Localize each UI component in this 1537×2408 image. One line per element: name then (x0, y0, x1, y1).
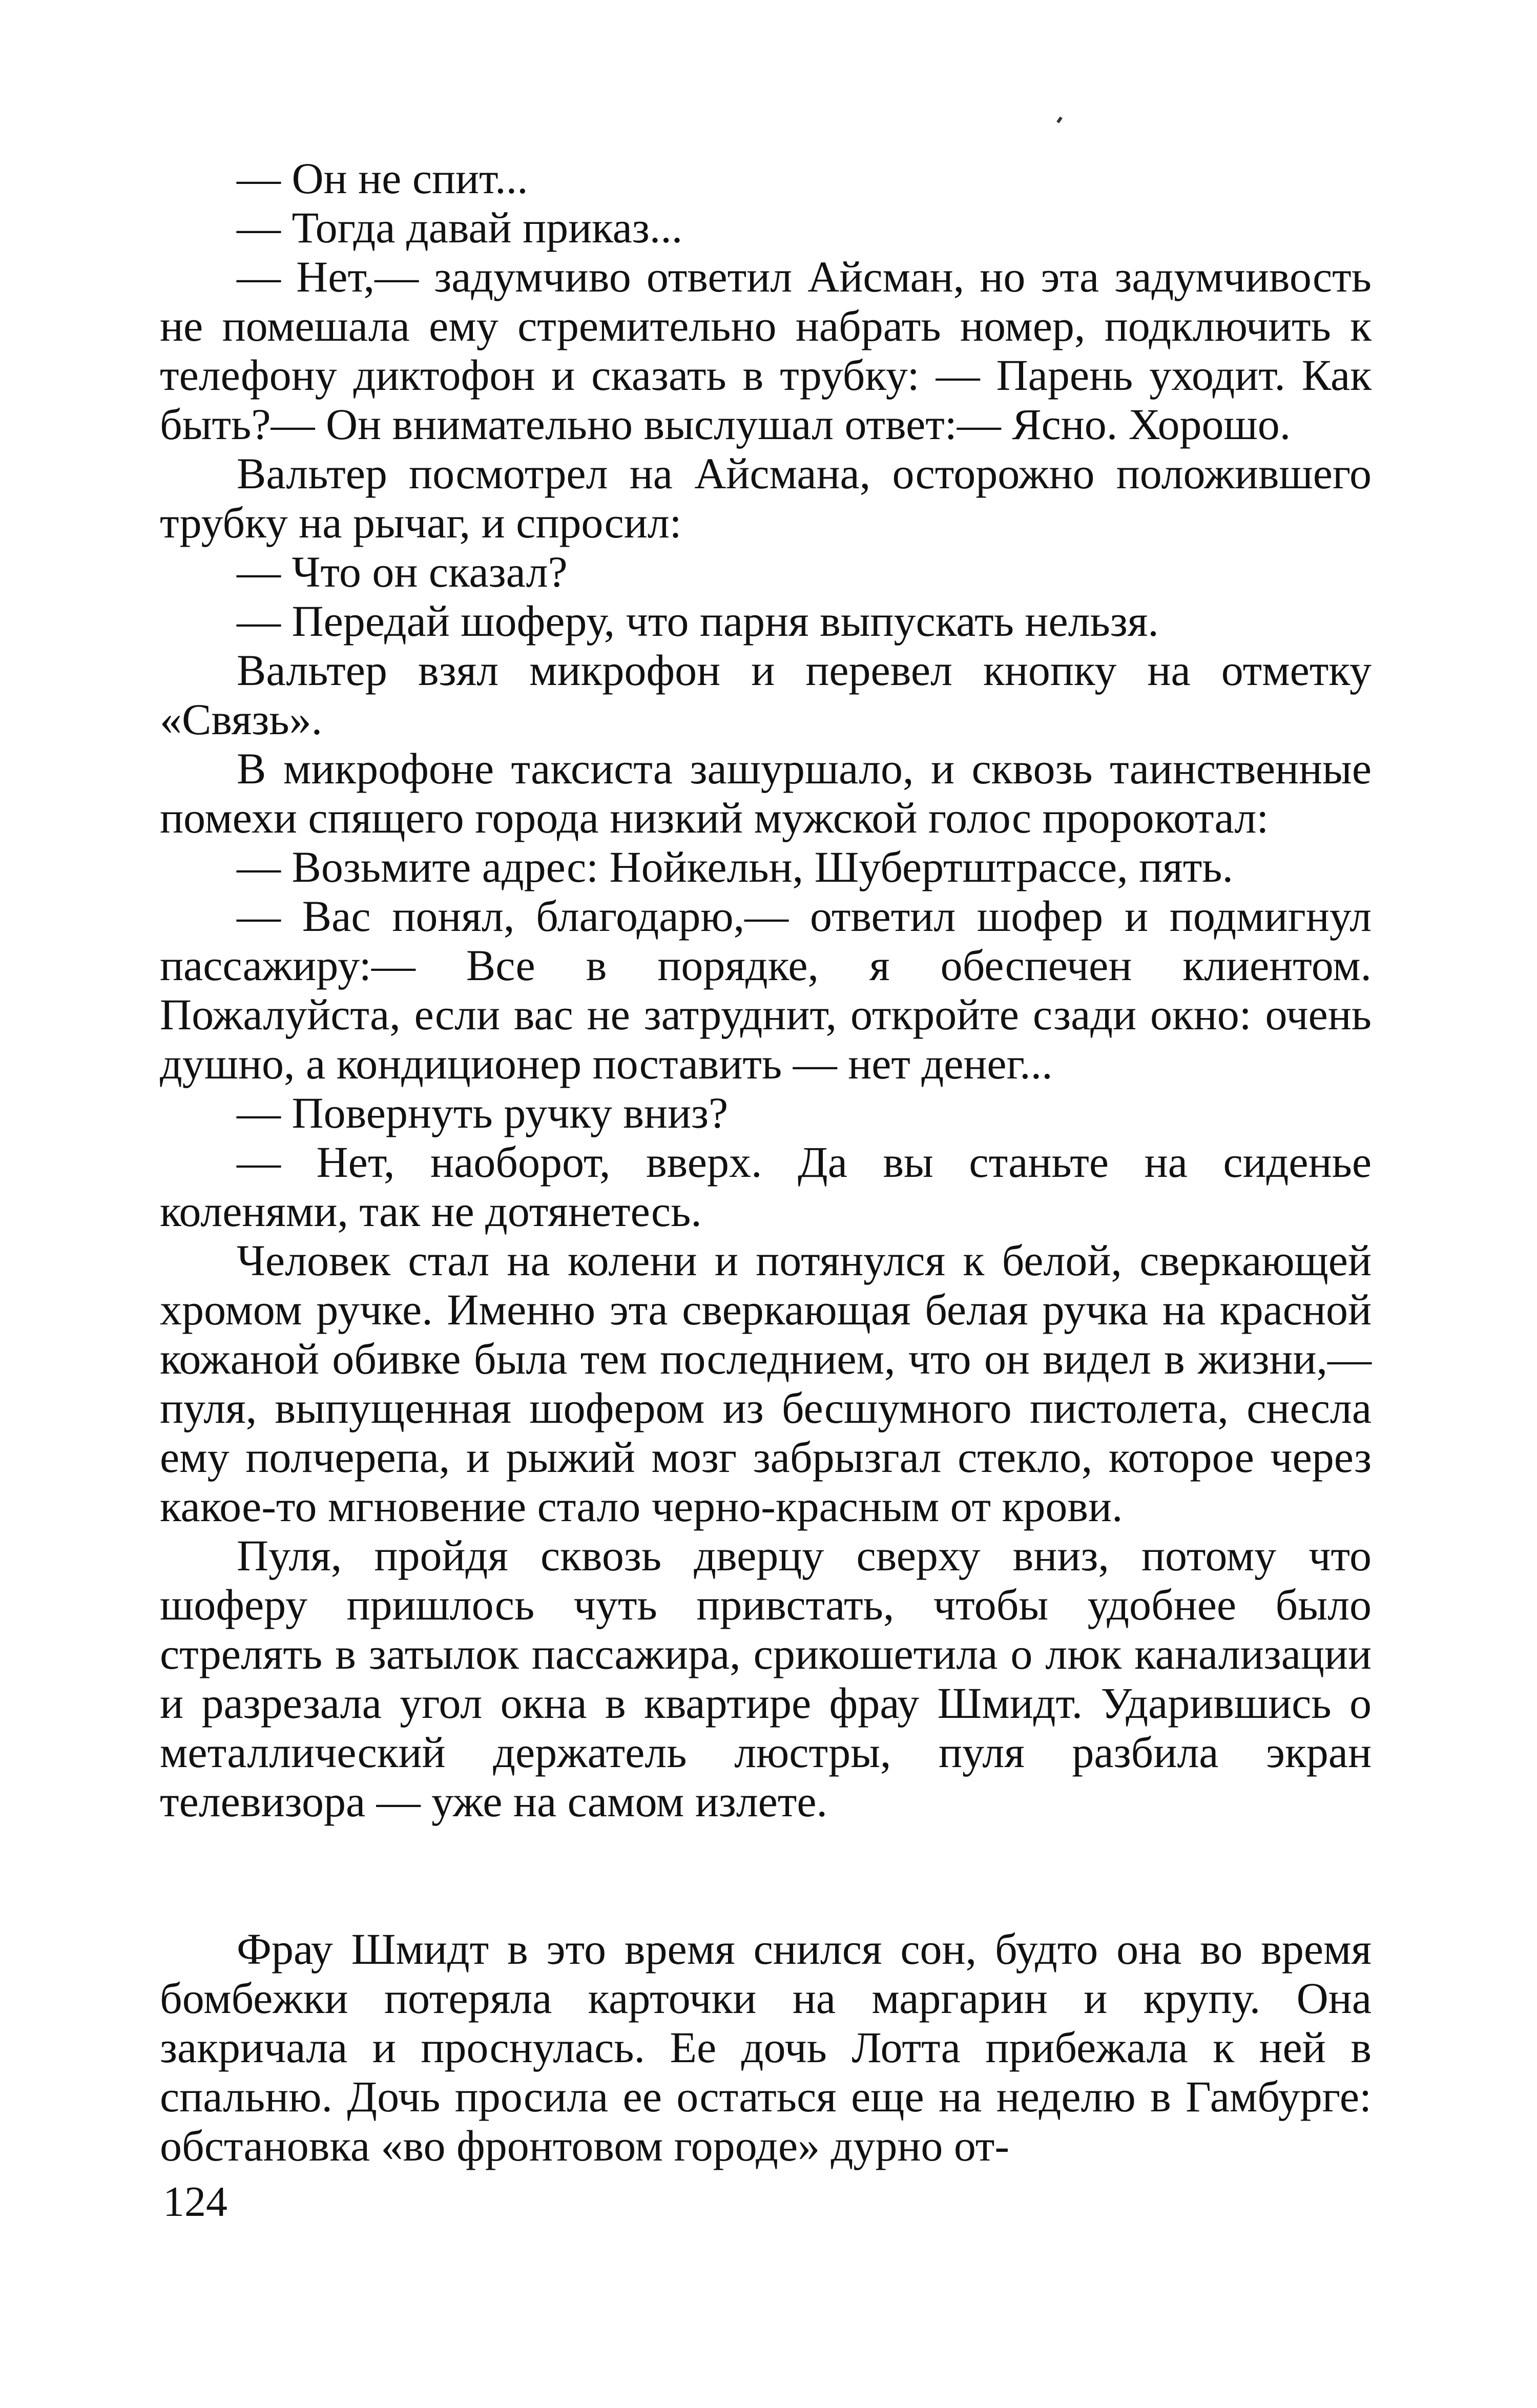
text-body (160, 154, 1372, 2170)
paragraph: Вальтер посмотрел на Айсмана, осторожно положившего трубку на рычаг, и спросил: (160, 449, 1372, 547)
paragraph: — Повернуть ручку вниз? (237, 1088, 729, 1137)
paragraph: — Нет, наоборот, вверх. Да вы станьте на сиденье коленями, так не дотянетесь. (160, 1137, 1372, 1236)
paragraph: — Передай шоферу, что парня выпускать нельзя. (237, 596, 1159, 646)
section-break (160, 1826, 1372, 1924)
page-number: 124 (163, 2178, 227, 2226)
paragraph: Пуля, пройдя сквозь дверцу сверху вниз, потому что шоферу пришлось чуть привстать, чтобы удобнее было стрелять в затылок пассажира, срикошетила о люк канализации и разрезала угол окна в квартире фрау Шмидт. Ударившись о металлический держатель люстры, пуля разбила экран телевизора — уже на самом излете. (160, 1531, 1372, 1826)
paragraph: Человек стал на колени и потянулся к белой, сверкающей хромом ручке. Именно эта сверкающая белая ручка на красной кожаной обивке была тем последнием, что он видел в жизни,— пуля, выпущенная шофером из бесшумного пистолета, снесла ему полчерепа, и рыжий мозг забрызгал стекло, которое через какое-то мгновение стало черно-красным от крови. (160, 1236, 1372, 1531)
paragraph: Вальтер взял микрофон и перевел кнопку на отметку «Связь». (160, 646, 1372, 744)
paragraph: — Что он сказал? (237, 547, 568, 596)
scan-speck (1056, 116, 1063, 123)
paragraph: Фрау Шмидт в это время снился сон, будто она во время бомбежки потеряла карточки на маргарин и крупу. Она закричала и проснулась. Ее дочь Лотта прибежала к ней в спальню. Дочь просила ее остаться еще на неделю в Гамбурге: обстановка «во фронтовом городе» дурно от- (160, 1924, 1372, 2170)
paragraph: — Возьмите адрес: Нойкельн, Шубертштрассе, пять. (237, 842, 1233, 891)
paragraph: — Вас понял, благодарю,— ответил шофер и подмигнул пассажиру:— Все в порядке, я обеспечен клиентом. Пожалуйста, если вас не затруднит, откройте сзади окно: очень душно, а кондиционер поставить — нет денег... (160, 891, 1372, 1088)
paragraph: — Нет,— задумчиво ответил Айсман, но эта задумчивость не помешала ему стремительно набрать номер, подключить к телефону диктофон и сказать в трубку: — Парень уходит. Как быть?— Он внимательно выслушал ответ:— Ясно. Хорошо. (160, 252, 1372, 449)
paragraph: — Тогда давай приказ... (237, 203, 683, 252)
paragraph: В микрофоне таксиста зашуршало, и сквозь таинственные помехи спящего города низкий мужской голос пророкотал: (160, 744, 1372, 842)
paragraph: — Он не спит... (237, 154, 528, 203)
